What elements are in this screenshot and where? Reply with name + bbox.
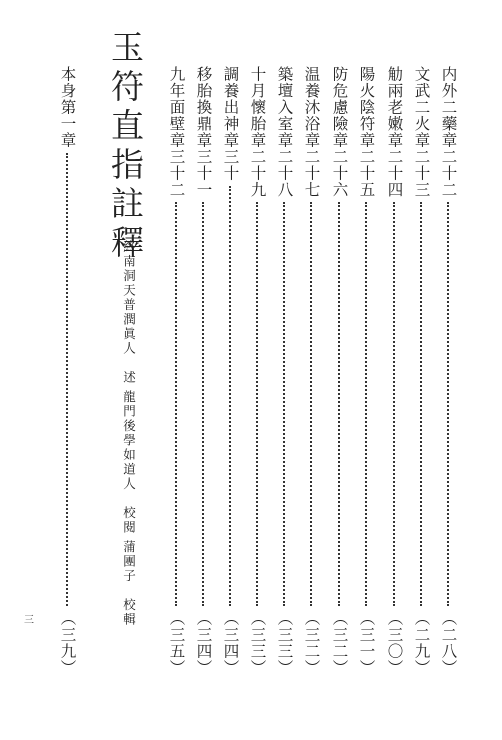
toc-entry-page: （三二） (302, 610, 321, 676)
leader-dots (256, 202, 258, 606)
toc-entry (303, 66, 319, 676)
toc-entry (249, 66, 265, 676)
leader-dots (393, 202, 395, 606)
toc-entry (195, 66, 211, 676)
toc-entry-title: 調養出神章三十 (221, 66, 240, 182)
leader-dots (447, 202, 449, 606)
credit-editor: 龍門後學如道人 校閱 (121, 390, 137, 535)
toc-entry-title: 築壇入室章二十八 (275, 66, 294, 198)
leader-dots (365, 202, 367, 606)
toc-entry-page: （三四） (194, 610, 213, 676)
credit-author: 終南洞天普潤眞人 述 (121, 240, 137, 385)
toc-entry (59, 66, 75, 676)
toc-entry-page: （三一） (357, 610, 376, 676)
toc-entry (168, 66, 184, 676)
toc-entry-title: 内外二藥章二十二 (439, 66, 458, 198)
toc-entry-title: 防危慮險章二十六 (330, 66, 349, 198)
toc-entry-page: （三〇） (385, 610, 404, 676)
toc-entry-page: （三三） (275, 610, 294, 676)
toc-entry-page: （三五） (167, 610, 186, 676)
toc-entry-title: 九年面壁章三十二 (167, 66, 186, 198)
toc-entry-title: 本身第一章 (58, 66, 77, 149)
toc-entry (386, 66, 402, 676)
toc-entry-page: （三四） (221, 610, 240, 676)
folio-page-number: 三 (24, 615, 34, 626)
toc-entry-title: 觔兩老嫩章二十四 (385, 66, 404, 198)
toc-entry-title: 移胎換鼎章三十一 (194, 66, 213, 198)
toc-entry-page: （二九） (412, 610, 431, 676)
leader-dots (175, 202, 177, 606)
credit-proofreader: 蒲團子 校輯 (121, 540, 137, 627)
toc-entry-title: 温養沐浴章二十七 (302, 66, 321, 198)
leader-dots (338, 202, 340, 606)
leader-dots (283, 202, 285, 606)
toc-entry-title: 文武二火章二十三 (412, 66, 431, 198)
leader-dots (310, 202, 312, 606)
toc-entry-page: （二八） (439, 610, 458, 676)
toc-entry-page: （三三） (248, 610, 267, 676)
leader-dots (420, 202, 422, 606)
leader-dots (66, 153, 68, 607)
toc-entry-page: （三九） (58, 610, 77, 676)
toc-entry-title: 十月懷胎章二十九 (248, 66, 267, 198)
toc-entry-title: 陽火陰符章二十五 (357, 66, 376, 198)
leader-dots (229, 186, 231, 607)
toc-entry-page: （三二） (330, 610, 349, 676)
toc-entry (358, 66, 374, 676)
toc-entry (440, 66, 456, 676)
book-title: 玉符直指註釋 (106, 30, 145, 264)
toc-entry (413, 66, 429, 676)
leader-dots (202, 202, 204, 606)
toc-entry (331, 66, 347, 676)
toc-entry (276, 66, 292, 676)
toc-entry (222, 66, 238, 676)
